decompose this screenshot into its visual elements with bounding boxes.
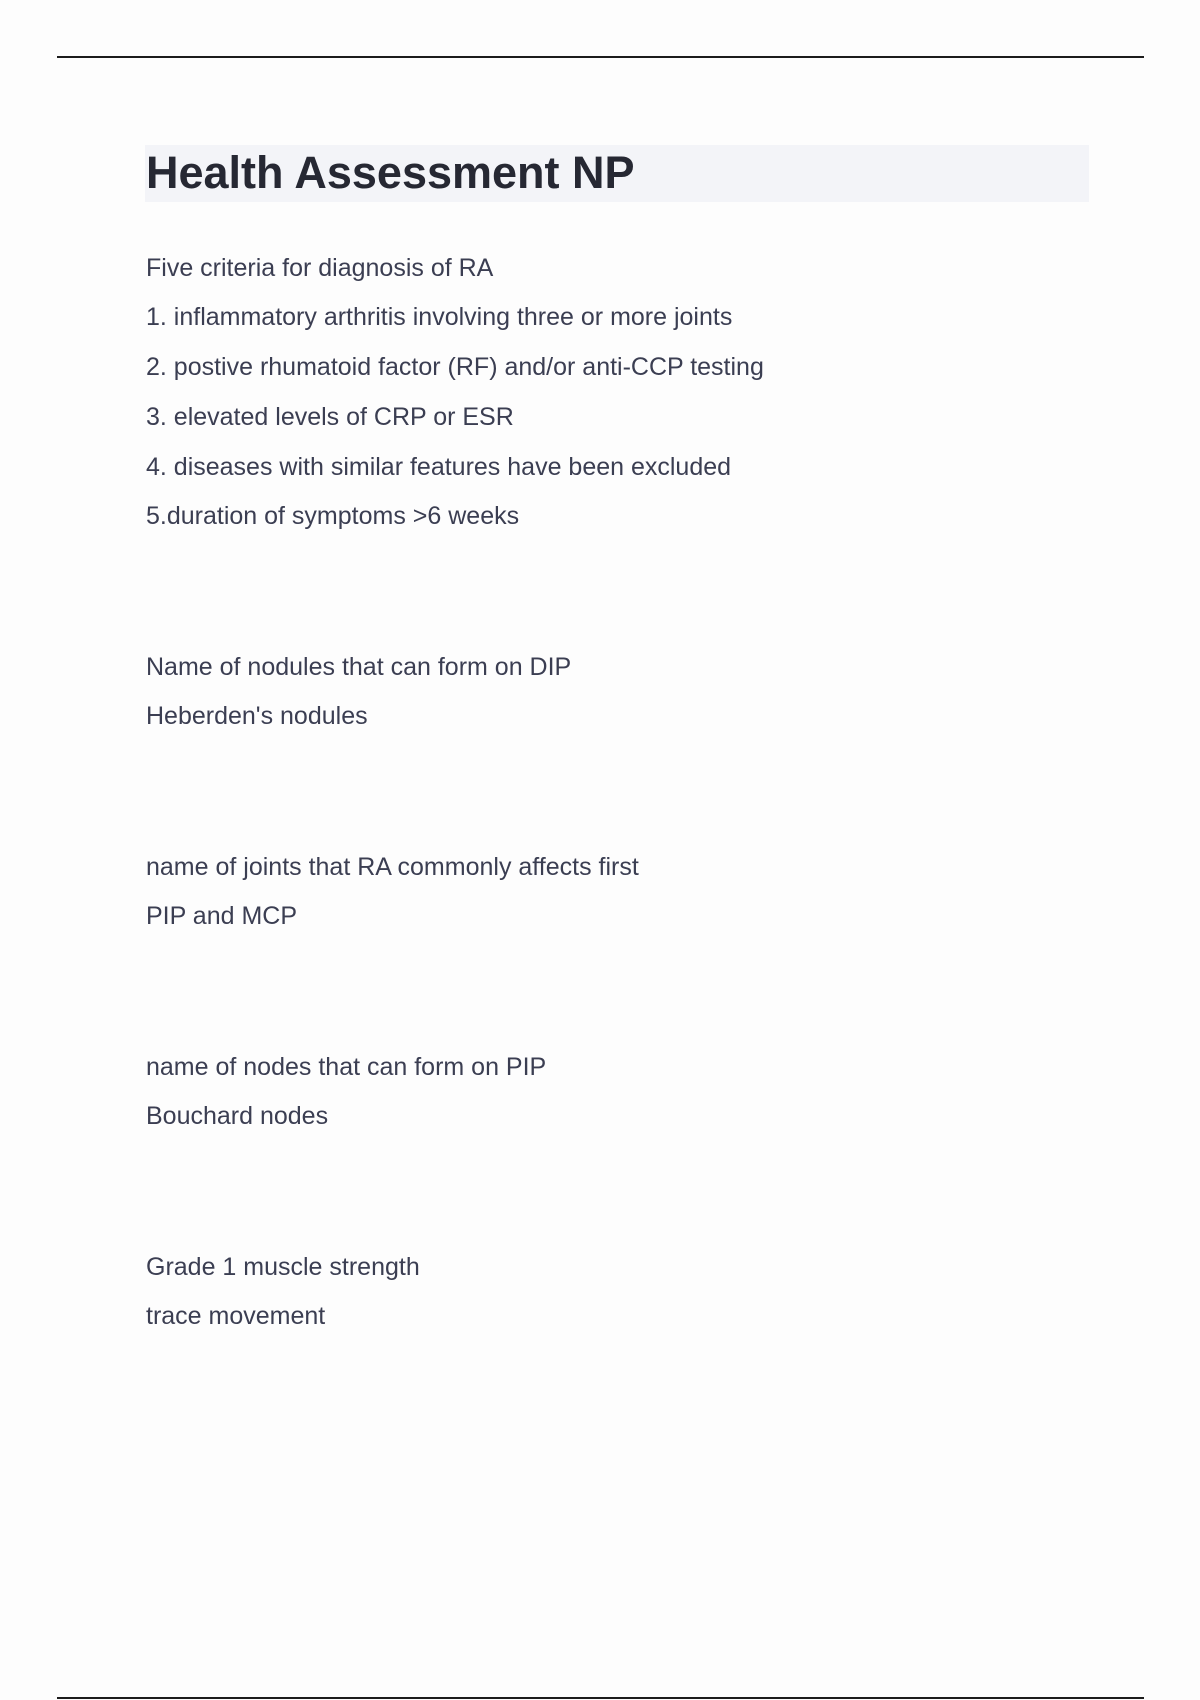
card-1-answer-line-2: 2. postive rhumatoid factor (RF) and/or anti-CCP testing: [146, 353, 764, 381]
card-4-answer-line-1: Bouchard nodes: [146, 1102, 329, 1130]
card-1-answer-line-5: 5.duration of symptoms >6 weeks: [146, 502, 520, 530]
top-rule: [57, 56, 1144, 58]
card-5-question: Grade 1 muscle strength: [146, 1253, 420, 1281]
card-2-question: Name of nodules that can form on DIP: [146, 653, 572, 681]
card-3-question: name of joints that RA commonly affects first: [146, 853, 639, 881]
card-1-question: Five criteria for diagnosis of RA: [146, 254, 494, 282]
card-3-answer-line-1: PIP and MCP: [146, 902, 298, 930]
page-title: Health Assessment NP: [146, 147, 635, 198]
bottom-rule: [57, 1697, 1144, 1699]
card-1-answer-line-3: 3. elevated levels of CRP or ESR: [146, 403, 514, 431]
card-1-answer-line-1: 1. inflammatory arthritis involving three or more joints: [146, 303, 733, 331]
card-1-answer-line-4: 4. diseases with similar features have been excluded: [146, 453, 732, 481]
card-5-answer-line-1: trace movement: [146, 1302, 326, 1330]
card-4-question: name of nodes that can form on PIP: [146, 1053, 547, 1081]
card-2-answer-line-1: Heberden's nodules: [146, 702, 368, 730]
